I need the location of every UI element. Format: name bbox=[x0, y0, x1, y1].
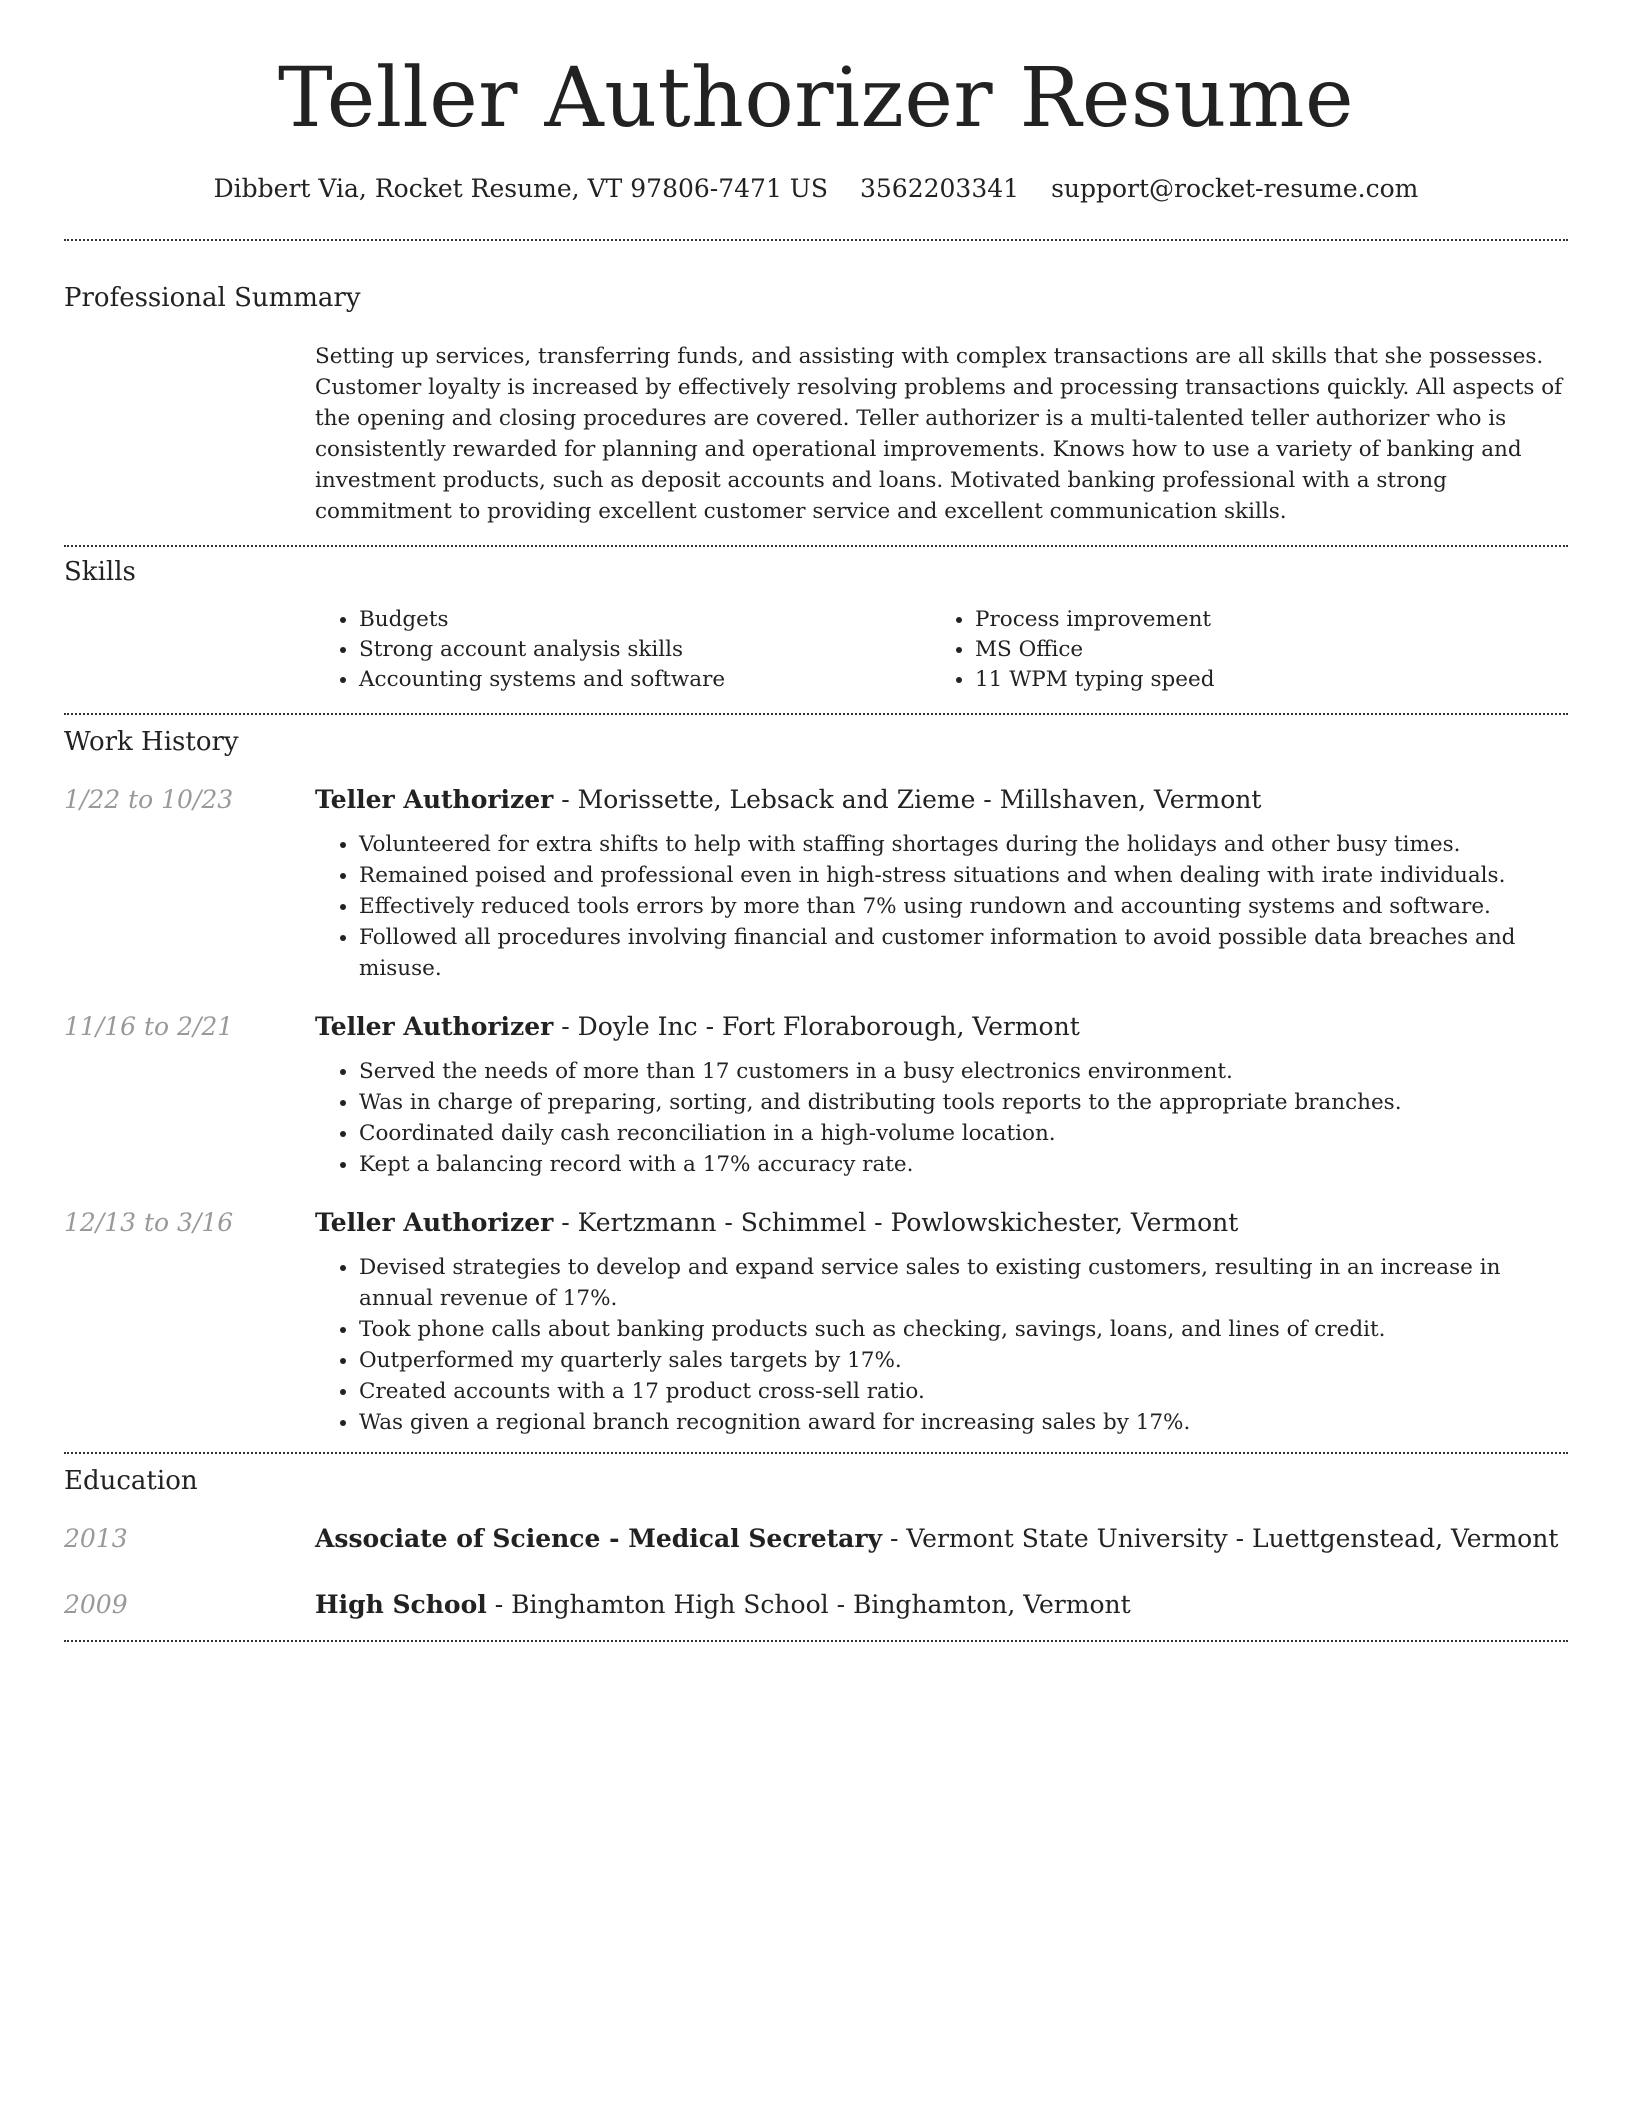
job-role: Teller Authorizer bbox=[315, 1208, 554, 1238]
summary-section bbox=[64, 241, 1568, 527]
work-section bbox=[64, 715, 1568, 1452]
job-body bbox=[315, 1206, 1568, 1438]
skill-item: • 11 WPM typing speed bbox=[975, 665, 1547, 695]
education-section bbox=[64, 1454, 1568, 1640]
skills-section bbox=[64, 547, 1568, 695]
summary-text: Setting up services, transferring funds, and assisting with complex transactions are all skills that she possesses. Customer loyalty is increased by effectively resolving problems and processing transactions quickly. All aspects of the opening and closing procedures are covered. Teller authorizer is a multi-talented teller authorizer who is consistently rewarded for planning and operational improvements. Knows how to use a variety of banking and investment products, such as deposit accounts and loans. Motivated banking professional with a strong commitment to providing excellent customer service and excellent communication skills. bbox=[315, 344, 1563, 525]
skills-list-left bbox=[315, 605, 931, 695]
skill-item: • Process improvement bbox=[975, 605, 1547, 635]
job-bullet: • Effectively reduced tools errors by more than 7% using rundown and accounting systems and software. bbox=[359, 891, 1568, 922]
job-bullet: • Created accounts with a 17 product cross-sell ratio. bbox=[359, 1376, 1568, 1407]
education-heading: Education bbox=[64, 1466, 198, 1497]
job-bullet: • Took phone calls about banking products such as checking, savings, loans, and lines of credit. bbox=[359, 1314, 1568, 1345]
job-bullet: • Kept a balancing record with a 17% accuracy rate. bbox=[359, 1149, 1568, 1180]
contact-email: support@rocket-resume.com bbox=[1051, 174, 1419, 204]
skill-item: • Accounting systems and software bbox=[359, 665, 931, 695]
job-bullet: • Remained poised and professional even in high-stress situations and when dealing with irate individuals. bbox=[359, 860, 1568, 891]
job-bullet: • Was given a regional branch recognition award for increasing sales by 17%. bbox=[359, 1407, 1568, 1438]
job-heading bbox=[315, 783, 1568, 817]
job-dates: 12/13 to 3/16 bbox=[64, 1208, 234, 1238]
job-heading bbox=[315, 1206, 1568, 1240]
job-bullet: • Coordinated daily cash reconciliation in a high-volume location. bbox=[359, 1118, 1568, 1149]
job-bullet: • Volunteered for extra shifts to help with staffing shortages during the holidays and other busy times. bbox=[359, 829, 1568, 860]
divider bbox=[64, 1640, 1568, 1642]
job-dates: 1/22 to 10/23 bbox=[64, 785, 234, 815]
education-degree: Associate of Science - Medical Secretary bbox=[315, 1524, 883, 1554]
education-year: 2009 bbox=[64, 1590, 128, 1620]
education-heading-line bbox=[315, 1522, 1558, 1556]
education-degree: High School bbox=[315, 1590, 487, 1620]
job-bullet: • Followed all procedures involving financial and customer information to avoid possible data breaches and misuse. bbox=[359, 922, 1568, 984]
job-details: - Doyle Inc - Fort Floraborough, Vermont bbox=[553, 1012, 1080, 1042]
education-details: - Vermont State University - Luettgenstead, Vermont bbox=[882, 1524, 1559, 1554]
job-bullet: • Outperformed my quarterly sales targets by 17%. bbox=[359, 1345, 1568, 1376]
job-bullet: • Served the needs of more than 17 customers in a busy electronics environment. bbox=[359, 1056, 1568, 1087]
job-entry bbox=[64, 783, 1568, 984]
job-bullets bbox=[315, 1056, 1568, 1180]
skills-heading: Skills bbox=[64, 557, 136, 588]
job-entry bbox=[64, 1010, 1568, 1180]
resume-header bbox=[0, 0, 1632, 203]
education-year: 2013 bbox=[64, 1524, 128, 1554]
job-role: Teller Authorizer bbox=[315, 1012, 554, 1042]
education-heading-line bbox=[315, 1588, 1131, 1622]
job-entry bbox=[64, 1206, 1568, 1438]
job-bullets bbox=[315, 1252, 1568, 1438]
skills-list-right bbox=[931, 605, 1547, 695]
summary-heading: Professional Summary bbox=[64, 283, 361, 314]
job-details: - Morissette, Lebsack and Zieme - Millshaven, Vermont bbox=[553, 785, 1262, 815]
education-details: - Binghamton High School - Binghamton, Vermont bbox=[486, 1590, 1131, 1620]
contact-line bbox=[0, 174, 1632, 203]
job-body bbox=[315, 1010, 1568, 1180]
skills-grid bbox=[315, 605, 1568, 695]
resume-title: Teller Authorizer Resume bbox=[277, 51, 1355, 146]
job-heading bbox=[315, 1010, 1568, 1044]
work-heading: Work History bbox=[64, 727, 239, 758]
contact-address: Dibbert Via, Rocket Resume, VT 97806-7471 US bbox=[213, 174, 828, 204]
skill-item: • Strong account analysis skills bbox=[359, 635, 931, 665]
job-body bbox=[315, 783, 1568, 984]
contact-phone: 3562203341 bbox=[860, 174, 1020, 204]
job-bullets bbox=[315, 829, 1568, 984]
education-entry bbox=[64, 1522, 1568, 1556]
job-bullet: • Was in charge of preparing, sorting, and distributing tools reports to the appropriate branches. bbox=[359, 1087, 1568, 1118]
job-dates: 11/16 to 2/21 bbox=[64, 1012, 234, 1042]
skill-item: • Budgets bbox=[359, 605, 931, 635]
job-details: - Kertzmann - Schimmel - Powlowskichester, Vermont bbox=[553, 1208, 1239, 1238]
job-bullet: • Devised strategies to develop and expand service sales to existing customers, resulting in an increase in annual revenue of 17%. bbox=[359, 1252, 1568, 1314]
skill-item: • MS Office bbox=[975, 635, 1547, 665]
job-role: Teller Authorizer bbox=[315, 785, 554, 815]
education-entry bbox=[64, 1588, 1568, 1622]
